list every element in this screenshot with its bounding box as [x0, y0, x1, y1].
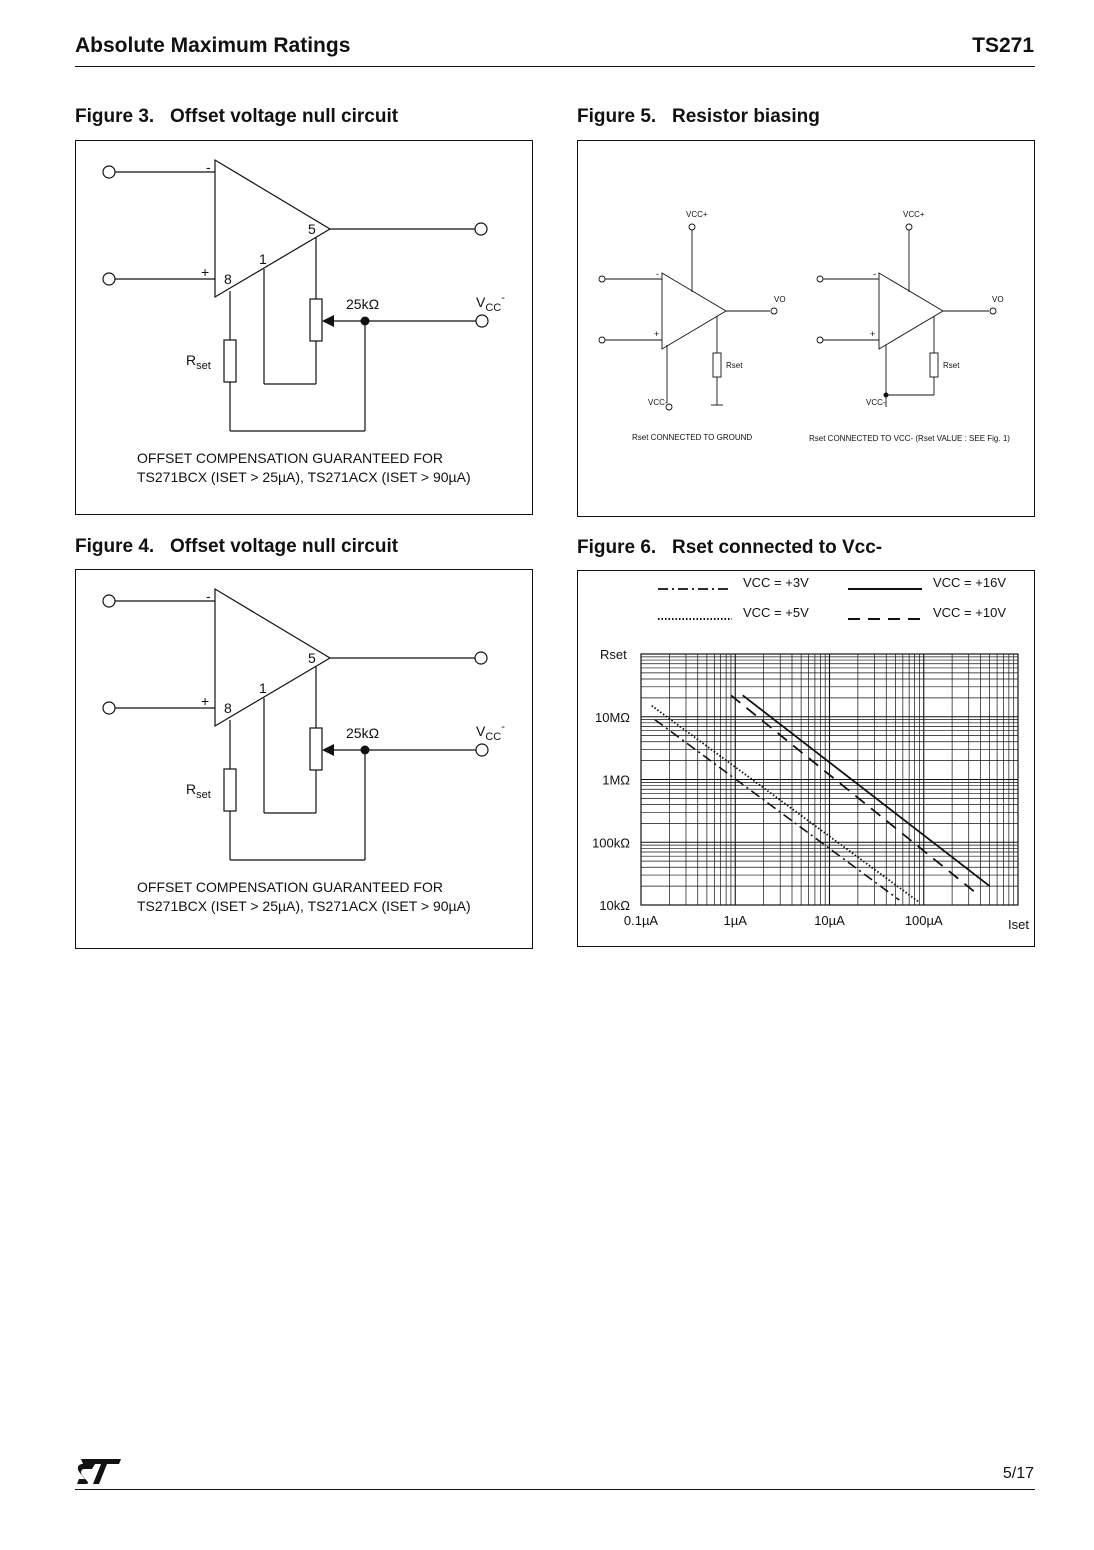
pin-minus: -	[656, 269, 659, 279]
pin-8: 8	[224, 271, 232, 287]
pot-value: 25kΩ	[346, 725, 380, 741]
pin-plus: +	[870, 329, 876, 339]
header-rule	[75, 66, 1035, 67]
note-line-1: OFFSET COMPENSATION GUARANTEED FOR	[137, 879, 443, 895]
figure3-box	[75, 140, 533, 515]
page-number: 5/17	[1002, 1465, 1034, 1482]
figure3-circuit	[76, 141, 534, 516]
legend-label-0: VCC = +3V	[743, 575, 809, 590]
figure6-caption: Figure 6. Rset connected to Vcc-	[577, 537, 883, 558]
figure4-circuit	[76, 570, 534, 950]
note-line-2: TS271BCX (ISET > 25µA), TS271ACX (ISET > 90µA)	[137, 469, 471, 485]
vcc-minus-label: VCC-	[648, 398, 668, 407]
wiper-arrow	[322, 315, 334, 327]
input-plus-terminal	[103, 273, 115, 285]
potentiometer	[310, 728, 322, 770]
figure5-box	[577, 140, 1035, 517]
part-number: TS271	[972, 34, 1034, 57]
legend-label-2: VCC = +10V	[933, 605, 1006, 620]
figure4-caption: Figure 4. Offset voltage null circuit	[75, 536, 399, 557]
chart-legend	[658, 575, 1006, 620]
vcc-minus-label: VCC-	[866, 398, 886, 407]
y-axis-title: Rset	[600, 647, 627, 662]
pin-plus: +	[201, 693, 210, 709]
note-line-2: TS271BCX (ISET > 25µA), TS271ACX (ISET > 90µA)	[137, 898, 471, 914]
figure5-circuit	[578, 141, 1036, 518]
pin-1: 1	[259, 251, 267, 267]
vcc-terminal	[476, 315, 488, 327]
pin-minus: -	[873, 269, 876, 279]
y-tick-label: 10MΩ	[594, 709, 630, 725]
pin-1: 1	[259, 680, 267, 696]
right-caption: Rset CONNECTED TO VCC- (Rset VALUE : SEE Fig. 1)	[809, 434, 1010, 443]
x-tick-label: 100µA	[904, 913, 943, 928]
pin-5: 5	[308, 650, 316, 666]
junction-dot	[361, 746, 370, 755]
y-tick-label: 10kΩ	[599, 898, 630, 913]
figure4-box	[75, 569, 533, 949]
vo-label: VO	[774, 295, 786, 304]
vcc-label: $V_{CC}^-$	[476, 292, 505, 314]
left-caption: Rset CONNECTED TO GROUND	[632, 433, 753, 442]
series-line-3	[743, 695, 990, 886]
vcc-plus-label: VCC+	[903, 210, 925, 219]
footer-rule	[75, 1489, 1035, 1490]
vcc-plus-label: VCC+	[686, 210, 708, 219]
vcc-terminal	[476, 744, 488, 756]
y-tick-label: 100kΩ	[592, 835, 630, 851]
x-tick-label: 0.1µA	[623, 913, 659, 928]
rset-label: Rset	[726, 361, 743, 370]
section-title: Absolute Maximum Ratings	[75, 34, 351, 57]
rset-label: Rset	[943, 361, 960, 370]
pin-plus: +	[654, 329, 660, 339]
chart-grid	[641, 654, 1018, 905]
input-minus-terminal	[103, 595, 115, 607]
pin-5: 5	[308, 221, 316, 237]
vo-label: VO	[992, 295, 1004, 304]
pin-minus: -	[206, 159, 211, 175]
rset-resistor	[224, 340, 236, 382]
figure5-caption: Figure 5. Resistor biasing	[577, 106, 820, 127]
output-terminal	[475, 223, 487, 235]
pin-plus: +	[201, 264, 210, 280]
rset-resistor	[224, 769, 236, 811]
circuit-rset-vcc-minus	[817, 224, 996, 407]
pin-8: 8	[224, 700, 232, 716]
potentiometer	[310, 299, 322, 341]
junction-dot	[361, 317, 370, 326]
note-line-1: OFFSET COMPENSATION GUARANTEED FOR	[137, 450, 443, 466]
junction-dot	[884, 393, 889, 398]
pot-value: 25kΩ	[346, 296, 380, 312]
figure3-caption: Figure 3. Offset voltage null circuit	[75, 106, 399, 127]
rset-label: $R_{set}$	[186, 781, 211, 801]
figure6-box	[577, 570, 1035, 947]
input-plus-terminal	[103, 702, 115, 714]
pin-minus: -	[206, 588, 211, 604]
output-terminal	[475, 652, 487, 664]
circuit-rset-ground	[599, 224, 777, 410]
rset-vs-iset-chart	[578, 571, 1036, 948]
x-axis-title: Iset	[1008, 917, 1029, 932]
vcc-label: $V_{CC}^-$	[476, 721, 505, 743]
legend-label-1: VCC = +5V	[743, 605, 809, 620]
x-tick-label: 1µA	[723, 913, 747, 928]
x-tick-label: 10µA	[814, 913, 845, 928]
series-line-1	[652, 706, 920, 903]
rset-label: $R_{set}$	[186, 352, 211, 372]
legend-label-3: VCC = +16V	[933, 575, 1006, 590]
y-tick-label: 1MΩ	[602, 772, 630, 788]
input-minus-terminal	[103, 166, 115, 178]
series-line-0	[655, 720, 900, 900]
wiper-arrow	[322, 744, 334, 756]
